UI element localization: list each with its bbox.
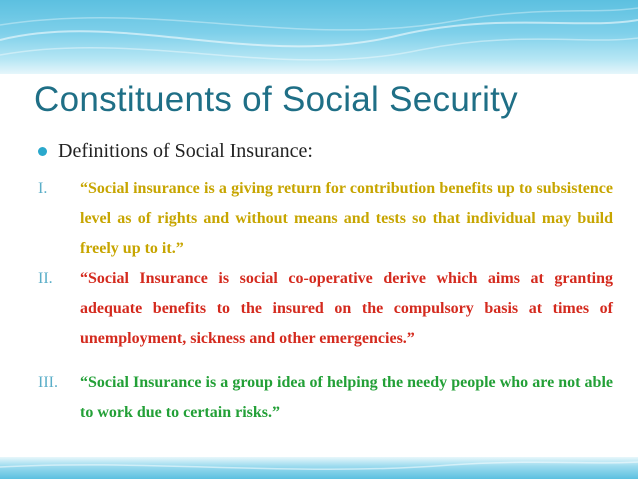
item-marker: II.: [38, 270, 53, 287]
bullet-dot-icon: [38, 147, 47, 156]
item-text: “Social Insurance is social co-operative derive which aims at granting adequate benefits to the insured on the compulsory basis at times of unemployment, sickness and other emergencies.”: [80, 270, 613, 347]
bottom-decorative-band: [0, 457, 638, 479]
item-marker: III.: [38, 374, 58, 391]
definition-item-2: [38, 264, 613, 354]
slide-title: Constituents of Social Security: [34, 80, 518, 119]
wave-decoration: [0, 0, 638, 74]
top-decorative-band: [0, 0, 638, 74]
definition-item-1: [38, 174, 613, 264]
item-text: “Social insurance is a giving return for contribution benefits up to subsistence level as of rights and without means and tests so that individual may build freely up to it.”: [80, 180, 613, 257]
definition-item-3: [38, 368, 613, 428]
wave-decoration-bottom: [0, 457, 638, 479]
bullet-text: Definitions of Social Insurance:: [58, 140, 313, 162]
item-text: “Social Insurance is a group idea of helping the needy people who are not able to work due to certain risks.”: [80, 374, 613, 421]
bullet-definitions: [38, 140, 313, 163]
item-marker: I.: [38, 180, 48, 197]
